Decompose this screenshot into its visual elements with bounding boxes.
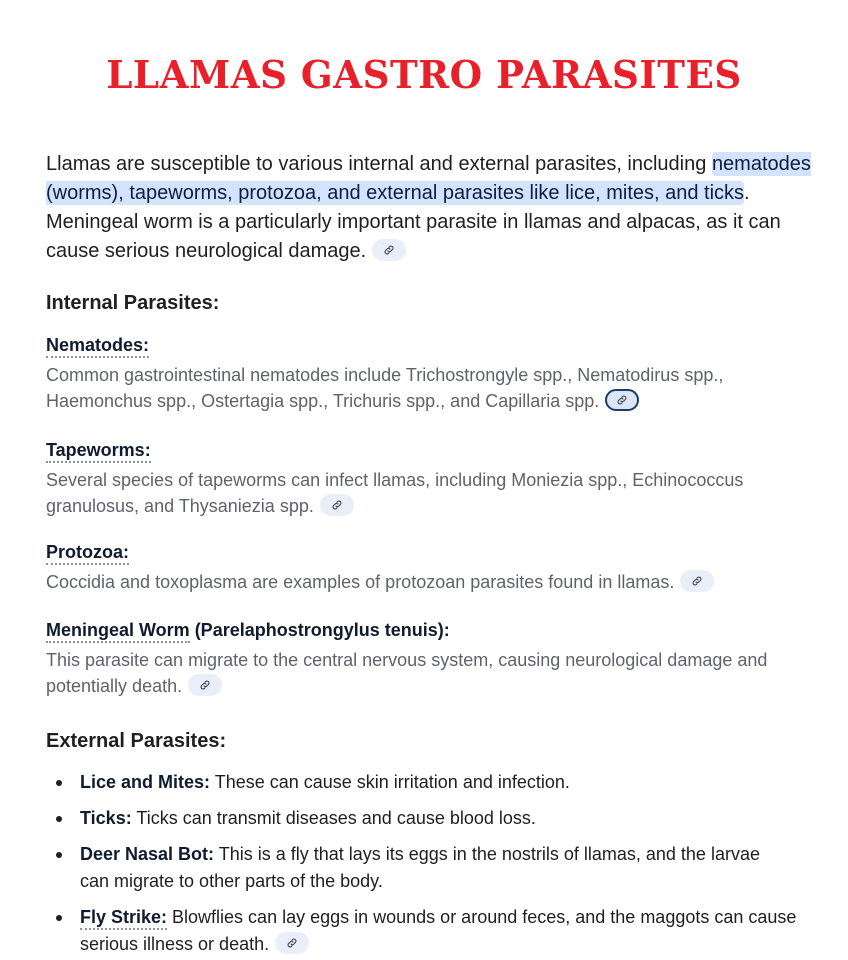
- description-text: This parasite can migrate to the central nervous system, causing neurological damage and potentially death.: [46, 650, 768, 696]
- parasite-description: [46, 569, 816, 595]
- source-link-chip[interactable]: [275, 932, 309, 954]
- description-text: Several species of tapeworms can infect llamas, including Moniezia spp., Echinococcus granulosus, and Thysaniezia spp.: [46, 470, 744, 516]
- link-icon: [199, 679, 211, 691]
- description-text: Common gastrointestinal nematodes include Trichostrongyle spp., Nematodirus spp., Haemonchus spp., Ostertagia spp., Trichuris spp., and Capillaria spp.: [46, 365, 724, 411]
- glossary-term[interactable]: Meningeal Worm: [46, 620, 190, 643]
- parasite-description: [46, 362, 816, 414]
- source-link-chip[interactable]: [320, 494, 354, 516]
- item-label[interactable]: Fly Strike:: [80, 907, 167, 930]
- glossary-term[interactable]: Tapeworms:: [46, 440, 151, 463]
- parasite-name: [46, 335, 149, 356]
- link-icon: [331, 499, 343, 511]
- link-icon: [286, 937, 298, 949]
- list-item: [46, 805, 816, 832]
- description-text: Coccidia and toxoplasma are examples of protozoan parasites found in llamas.: [46, 572, 675, 592]
- item-label: Deer Nasal Bot:: [80, 844, 215, 864]
- item-description: These can cause skin irritation and infection.: [210, 772, 570, 792]
- bullet-icon: [56, 915, 62, 921]
- source-link-chip[interactable]: [188, 674, 222, 696]
- highlighted-text[interactable]: nematodes (worms), tapeworms, protozoa, and external parasites like lice, mites, and ticks: [46, 153, 811, 204]
- list-item: [46, 769, 816, 796]
- intro-text: Llamas are susceptible to various internal and external parasites, including: [46, 153, 712, 175]
- item-description: Ticks can transmit diseases and cause blood loss.: [131, 808, 536, 828]
- page-title: LLAMAS GASTRO PARASITES: [106, 52, 742, 97]
- item-label: Ticks:: [80, 808, 132, 828]
- item-description: This is a fly that lays its eggs in the nostrils of llamas, and the larvae can migrate to other parts of the body.: [80, 844, 760, 891]
- parasite-description: [46, 467, 816, 519]
- external-parasites-list: [46, 769, 816, 958]
- parasite-item-tapeworms: [46, 440, 816, 519]
- parasite-name: [46, 620, 450, 641]
- list-item: [46, 904, 816, 958]
- bullet-icon: [56, 816, 62, 822]
- list-item: [46, 841, 816, 895]
- external-parasites-list-wrapper: [46, 769, 816, 958]
- item-label: Lice and Mites:: [80, 772, 211, 792]
- intro-paragraph: [46, 150, 816, 266]
- parasite-item-nematodes: [46, 335, 816, 414]
- glossary-term[interactable]: Protozoa:: [46, 542, 129, 565]
- bullet-icon: [56, 780, 62, 786]
- section-heading-internal: Internal Parasites:: [46, 292, 220, 314]
- source-link-chip[interactable]: [372, 239, 406, 261]
- parasite-description: [46, 647, 816, 699]
- parasite-item-protozoa: [46, 542, 816, 595]
- bullet-icon: [56, 852, 62, 858]
- scientific-name: (Parelaphostrongylus tenuis):: [189, 620, 450, 640]
- source-link-chip[interactable]: [680, 570, 714, 592]
- source-link-chip[interactable]: [605, 389, 639, 411]
- parasite-name: [46, 542, 129, 563]
- parasite-name: [46, 440, 151, 461]
- section-heading-external: External Parasites:: [46, 730, 227, 752]
- link-icon: [383, 244, 395, 256]
- link-icon: [616, 394, 628, 406]
- link-icon: [691, 575, 703, 587]
- item-description: Blowflies can lay eggs in wounds or around feces, and the maggots can cause serious illness or death.: [80, 907, 797, 954]
- internal-parasites-section: [46, 292, 816, 315]
- article-body: [46, 150, 816, 954]
- external-parasites-section: [46, 730, 816, 753]
- intro-text-after: . Meningeal worm is a particularly important parasite in llamas and alpacas, as it can cause serious neurological damage.: [46, 182, 781, 262]
- glossary-term[interactable]: Nematodes:: [46, 335, 149, 358]
- parasite-item-meningeal-worm: [46, 620, 816, 699]
